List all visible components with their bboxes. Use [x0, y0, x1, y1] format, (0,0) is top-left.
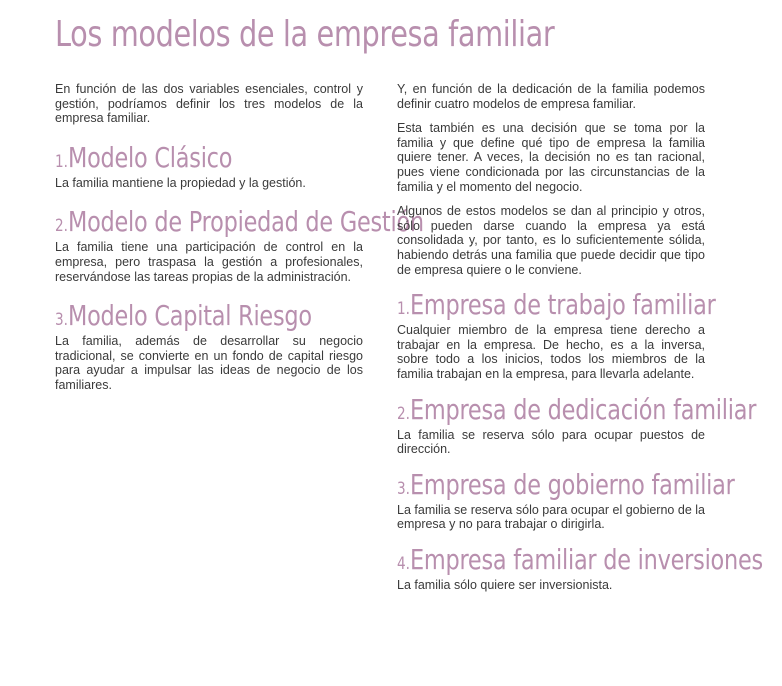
section-text: La familia sólo quiere ser inversionista. — [397, 577, 613, 592]
right-paragraph: Esta también es una decisión que se toma por la familia y que define qué tipo de empresa la familia quiere tener. A veces, la decisión no es tan racional, pues viene condicionada por las circunstancias de la familia y el momento del negocio. — [397, 121, 705, 194]
section-title: Empresa de gobierno familiar — [409, 467, 735, 501]
section-heading-trabajo-familiar — [397, 287, 716, 323]
section-title: Modelo Capital Riesgo — [67, 299, 312, 333]
section-number: 3. — [55, 310, 68, 331]
section-number: 2. — [397, 403, 410, 424]
section-heading-dedicacion-familiar — [397, 392, 757, 428]
section-heading-modelo-clasico — [55, 140, 301, 176]
section-heading-inversiones — [397, 542, 763, 578]
section-text: La familia mantiene la propiedad y la gestión. — [55, 175, 306, 190]
section-text: La familia se reserva sólo para ocupar puestos de dirección. — [397, 427, 705, 457]
section-title: Empresa de trabajo familiar — [409, 288, 716, 322]
section-title: Modelo de Propiedad de Gestión — [67, 205, 424, 239]
right-column — [397, 82, 763, 602]
right-paragraph: Y, en función de la dedicación de la familia podemos definir cuatro modelos de empresa familiar. — [397, 82, 705, 111]
section-number: 3. — [397, 478, 410, 499]
page-title: Los modelos de la empresa familiar — [55, 14, 555, 55]
section-number: 1. — [55, 151, 68, 172]
section-text: La familia, además de desarrollar su negocio tradicional, se convierte en un fondo de capital riesgo para ayudar a impulsar las ideas de negocio de los familiares. — [55, 334, 363, 392]
section-heading-capital-riesgo — [55, 298, 312, 334]
section-text: Cualquier miembro de la empresa tiene derecho a trabajar en la empresa. De hecho, es a la inversa, sobre todo a los inicios, todos los miembros de la familia trabajan en la empresa, para llevarla adelante. — [397, 323, 705, 381]
section-title: Modelo Clásico — [67, 140, 233, 174]
intro-paragraph: En función de las dos variables esenciales, control y gestión, podríamos definir los tres modelos de la empresa familiar. — [55, 82, 363, 126]
section-number: 2. — [55, 216, 68, 237]
section-heading-propiedad-gestion — [55, 204, 424, 240]
section-title: Empresa familiar de inversiones — [409, 542, 763, 576]
section-text: La familia tiene una participación de control en la empresa, pero traspasa la gestión a profesionales, reservándose las tareas propias de la administración. — [55, 240, 363, 284]
left-column — [55, 82, 424, 403]
section-number: 4. — [397, 553, 410, 574]
section-heading-gobierno-familiar — [397, 467, 735, 503]
right-paragraph: Algunos de estos modelos se dan al principio y otros, sólo pueden darse cuando la empresa ya está consolidada y, por tanto, es lo suficientemente sólida, habiendo detrás una familia que puede decidir que tipo de empresa quiere o le conviene. — [397, 204, 705, 277]
section-title: Empresa de dedicación familiar — [409, 392, 757, 426]
section-text: La familia se reserva sólo para ocupar el gobierno de la empresa y no para trabajar o dirigirla. — [397, 502, 705, 532]
section-number: 1. — [397, 299, 410, 320]
